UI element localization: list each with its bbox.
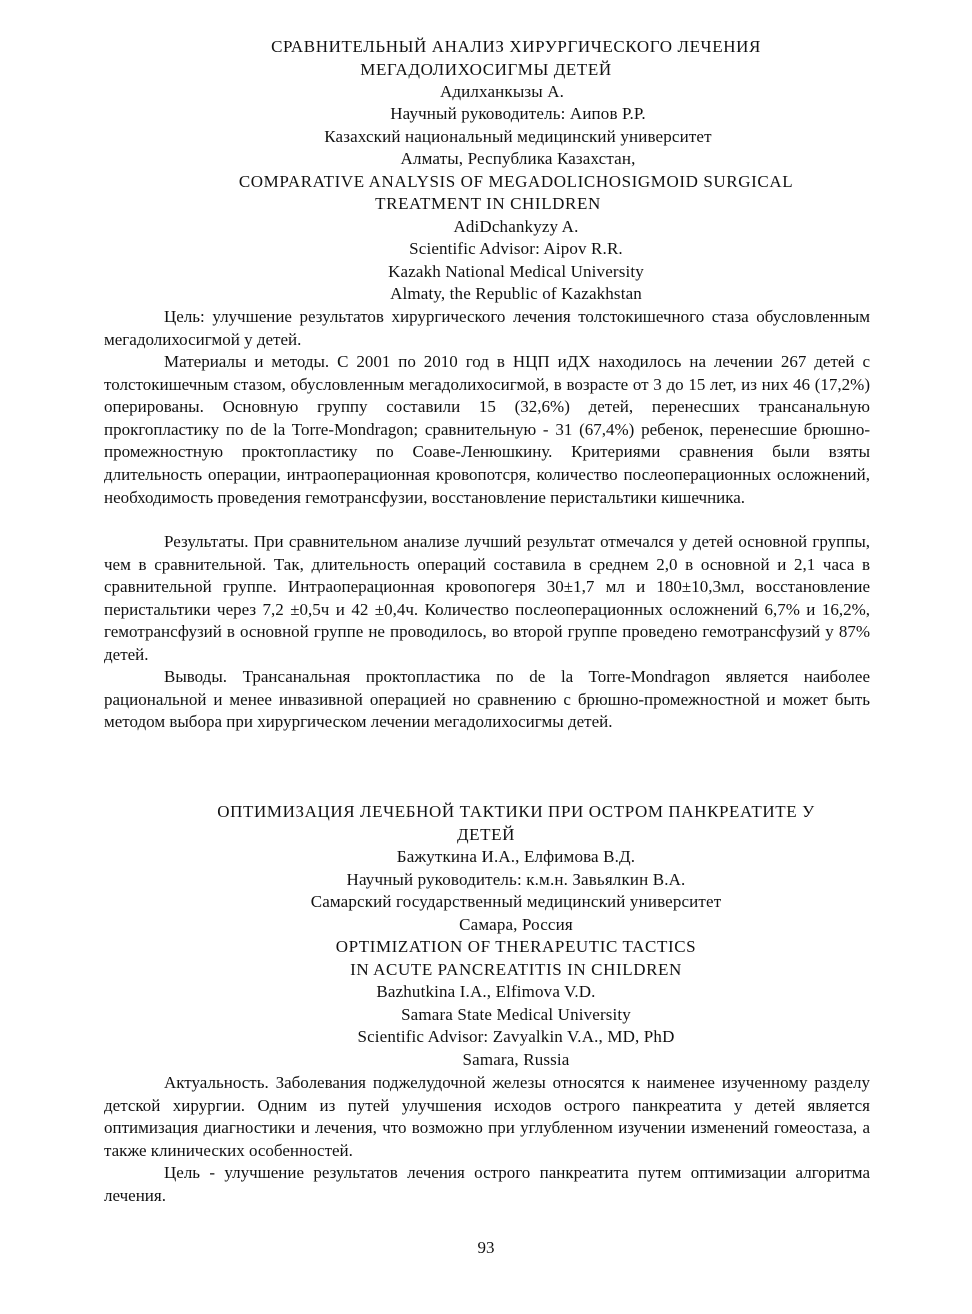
article2-paragraph-aim: Цель - улучшение результатов лечения острого панкреатита путем оптимизации алгоритма лечения. (104, 1163, 870, 1205)
article1-author-en: AdiDchankyzy A. (453, 217, 579, 236)
article1-paragraph-methods: Материалы и методы. С 2001 по 2010 год в НЦП иДХ находилось на лечении 267 детей с толстокишечным стазом, обусловленным мегадолихосигмой, в возрасте от 3 до 15 лет, из них 46 (17,2%) оперированы. Основную группу составили 15 (32,6%) детей, перенесших трансанальную прокгопластику по de la Torre-Mondragon; сравнительную - 31 (67,4%) ребенок, перенесшие брюшно-промежностную проктопластику по Соаве-Ленюшкину. Критериями сравнения были взяты длительность операции, интраоперационная кровопотсря, количество послеоперационных осложнений, необходимость проведения гемотрансфузии, восстановление перистальтики кишечника. (104, 352, 870, 507)
article1-paragraph-conclusions: Выводы. Трансанальная проктопластика по de la Torre-Mondragon является наиболее рациональной и менее инвазивной операцией но сравнению с брюшно-промежностной и может быть методом выбора при хирургическом лечении мегадолихосигмы детей. (104, 667, 870, 732)
article2-advisor-en: Scientific Advisor: Zavyalkin V.A., MD, PhD (357, 1027, 675, 1046)
article2-title-line1: ОПТИМИЗАЦИЯ ЛЕЧЕБНОЙ ТАКТИКИ ПРИ ОСТРОМ ПАНКРЕАТИТЕ У (217, 802, 815, 821)
article1-title-line2: МЕГАДОЛИХОСИГМЫ ДЕТЕЙ (360, 60, 612, 79)
article2-title-line2: ДЕТЕЙ (456, 825, 516, 844)
article1-advisor-en: Scientific Advisor: Aipov R.R. (409, 239, 623, 258)
article1-author: Адилханкызы А. (439, 82, 565, 101)
article1-title-en-line1: COMPARATIVE ANALYSIS OF MEGADOLICHOSIGMOID SURGICAL (238, 172, 794, 191)
article2-authors: Бажуткина И.А., Елфимова В.Д. (396, 847, 636, 866)
article1-title-en-line2: TREATMENT IN CHILDREN (375, 194, 601, 213)
article1-city: Алматы, Республика Казахстан, (400, 149, 636, 168)
article2-advisor: Научный руководитель: к.м.н. Завьялкин В.А. (346, 870, 686, 889)
article1-title-line1: СРАВНИТЕЛЬНЫЙ АНАЛИЗ ХИРУРГИЧЕСКОГО ЛЕЧЕНИЯ (271, 37, 761, 56)
article1-university-en: Kazakh National Medical University (388, 262, 644, 281)
article1-university: Казахский национальный медицинский университет (324, 127, 712, 146)
article1-paragraph-results: Результаты. При сравнительном анализе лучший результат отмечался у детей основной группы, чем в сравнительной. Так, длительность операций составила в среднем 2,0 в основной и 2,1 часа в сравнительной группе. Интраоперационная кровопогеря 30±1,7 мл и 180±10,3мл, восстановление перистальтики через 7,2 ±0,5ч и 42 ±0,4ч. Количество послеоперационных осложнений 6,7% и 16,2%, гемотрансфузий в основной группе не проводилось, во второй группе проведено гемотрансфузий у 87% детей. (104, 532, 870, 664)
article2-city: Самара, Россия (459, 915, 573, 934)
article2-authors-en: Bazhutkina I.A., Elfimova V.D. (376, 982, 596, 1001)
article2-title-en-line2: IN ACUTE PANCREATITIS IN CHILDREN (350, 960, 682, 979)
article2-city-en: Samara, Russia (462, 1050, 570, 1069)
article2-title-en-line1: OPTIMIZATION OF THERAPEUTIC TACTICS (335, 937, 697, 956)
article2-university-en: Samara State Medical University (401, 1005, 631, 1024)
article1-paragraph-aim: Цель: улучшение результатов хирургического лечения толстокишечного стаза обусловленным мегадолихосигмой у детей. (104, 307, 870, 349)
article2-paragraph-relevance: Актуальность. Заболевания поджелудочной железы относятся к наименее изученному разделу детской хирургии. Одним из путей улучшения исходов острого панкреатита у детей является оптимизация диагностики и лечения, что возможно при углубленном изучении изменений гомеостаза, а также клинических особенностей. (104, 1073, 870, 1160)
article1-city-en: Almaty, the Republic of Kazakhstan (390, 284, 642, 303)
article2-university: Самарский государственный медицинский университет (310, 892, 722, 911)
article1-advisor: Научный руководитель: Аипов Р.Р. (390, 104, 646, 123)
page-number: 93 (477, 1238, 495, 1257)
